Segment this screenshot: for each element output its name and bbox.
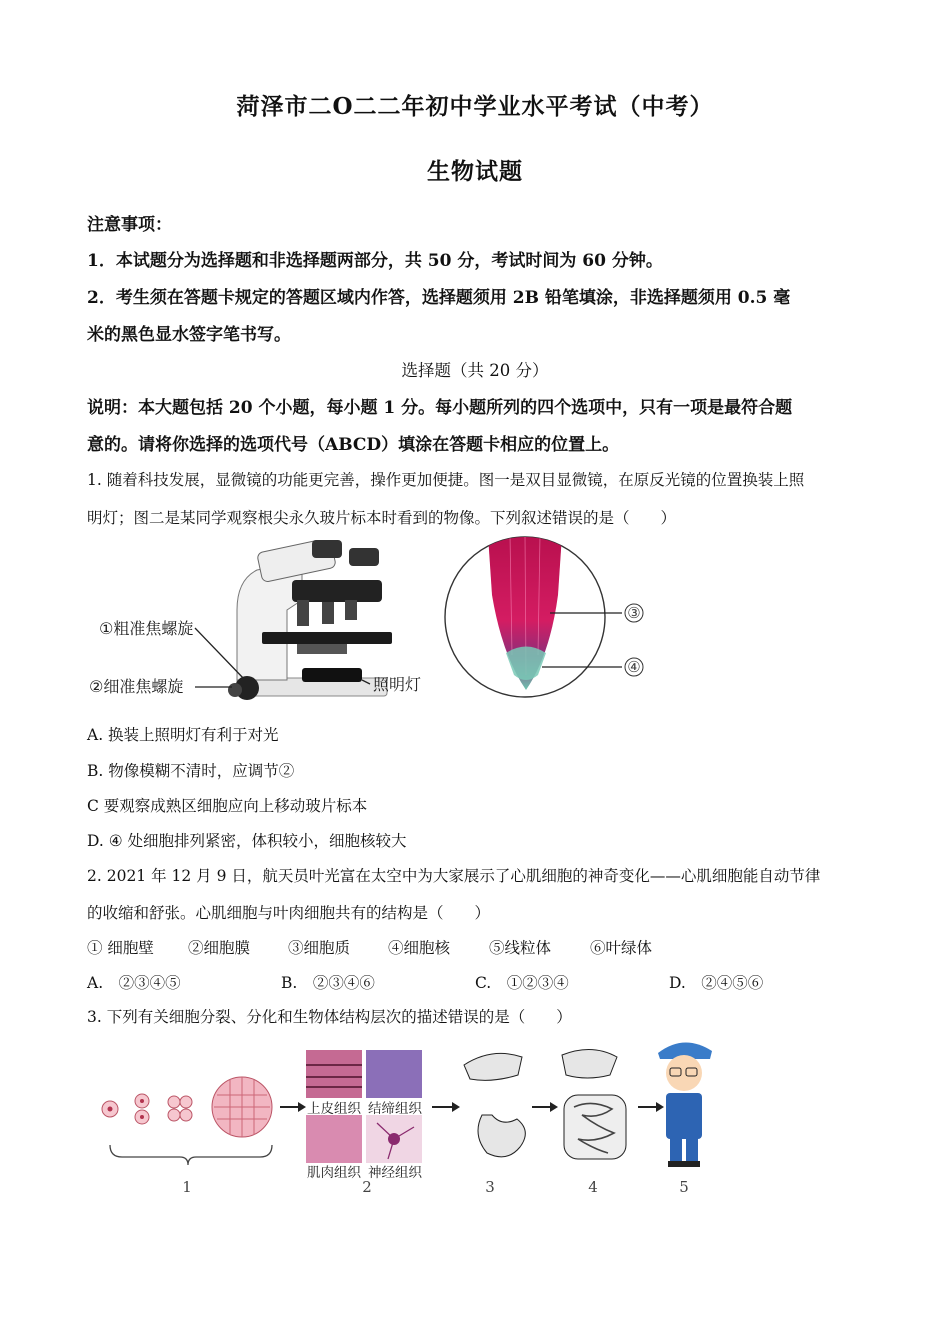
q2-option-b: B. ②③④⑥ <box>281 974 375 992</box>
q2-structure-3: ③细胞质 <box>288 939 351 957</box>
q1-stem-line-2: 明灯；图二是某同学观察根尖永久玻片标本时看到的物像。下列叙述错误的是（ ） <box>87 509 677 527</box>
q1-option-c: C 要观察成熟区细胞应向上移动玻片标本 <box>87 797 368 815</box>
stage-number-4: 4 <box>588 1178 598 1196</box>
section-title: 选择题（共 20 分） <box>401 361 549 380</box>
q2-stem-line-1: 2. 2021 年 12 月 9 日，航天员叶光富在太空中为大家展示了心肌细胞的神奇变化——心肌细胞能自动节律 <box>87 867 821 885</box>
q2-option-d: D. ②④⑤⑥ <box>669 974 764 992</box>
organ-icons <box>464 1053 525 1156</box>
organ-system-icon <box>562 1049 626 1159</box>
person-icon <box>658 1042 712 1167</box>
q2-structure-1: ① 细胞壁 <box>87 939 154 957</box>
coarse-focus-label: ①粗准焦螺旋 <box>99 619 194 638</box>
root-tip-figure <box>440 535 665 703</box>
q2-structure-2: ②细胞膜 <box>188 939 251 957</box>
exam-title: 菏泽市二O二二年初中学业水平考试（中考） <box>236 93 714 120</box>
q2-structure-4: ④细胞核 <box>388 939 451 957</box>
q2-option-a: A. ②③④⑤ <box>87 974 181 992</box>
notes-item-2-line-1: 2．考生须在答题卡规定的答题区域内作答，选择题须用 2B 铅笔填涂，非选择题须用 0.5 毫 <box>87 288 791 308</box>
q2-structures-row <box>87 936 867 958</box>
lamp-label: 照明灯 <box>373 675 422 694</box>
q3-stem: 3. 下列有关细胞分裂、分化和生物体结构层次的描述错误的是（ ） <box>87 1008 572 1026</box>
q2-stem-line-2: 的收缩和舒张。心肌细胞与叶肉细胞共有的结构是（ ） <box>87 904 491 922</box>
section-desc-line-1: 说明：本大题包括 20 个小题，每小题 1 分。每小题所列的四个选项中，只有一项是最符合题 <box>87 398 793 418</box>
stage-number-3: 3 <box>485 1178 495 1196</box>
stage-number-2: 2 <box>362 1178 372 1196</box>
structure-levels-figure <box>92 1035 732 1205</box>
tissue-label-connective: 结缔组织 <box>368 1101 422 1117</box>
cell-division-icon <box>102 1077 272 1165</box>
q2-options-row <box>87 971 867 993</box>
mark-4-label: ④ <box>627 658 641 676</box>
q2-option-c: C. ①②③④ <box>475 974 569 992</box>
tissue-label-epithelial: 上皮组织 <box>307 1101 361 1117</box>
q2-structure-5: ⑤线粒体 <box>489 939 552 957</box>
q1-option-b: B. 物像模糊不清时，应调节② <box>87 762 295 780</box>
q1-option-a: A. 换装上照明灯有利于对光 <box>87 726 279 744</box>
q1-stem-line-1: 1. 随着科技发展，显微镜的功能更完善，操作更加便捷。图一是双目显微镜，在原反光镜的位置换装上照 <box>87 471 805 489</box>
tissue-label-nerve: 神经组织 <box>368 1165 422 1181</box>
notes-item-1: 1．本试题分为选择题和非选择题两部分，共 50 分，考试时间为 60 分钟。 <box>87 251 663 271</box>
section-desc-line-2: 意的。请将你选择的选项代号（ABCD）填涂在答题卡相应的位置上。 <box>87 435 620 455</box>
notes-item-2-line-2: 米的黑色显水签字笔书写。 <box>87 325 291 345</box>
stage-number-1: 1 <box>182 1178 192 1196</box>
exam-subtitle: 生物试题 <box>427 158 523 185</box>
q2-structure-6: ⑥叶绿体 <box>590 939 653 957</box>
tissue-grid <box>306 1050 422 1181</box>
stage-number-5: 5 <box>679 1178 689 1196</box>
tissue-label-muscle: 肌肉组织 <box>307 1165 361 1181</box>
fine-focus-label: ②细准焦螺旋 <box>89 677 184 696</box>
notes-heading: 注意事项： <box>87 215 172 235</box>
mark-3-label: ③ <box>627 604 641 622</box>
microscope-figure <box>87 540 437 705</box>
q1-option-d: D. ④ 处细胞排列紧密，体积较小，细胞核较大 <box>87 832 407 850</box>
